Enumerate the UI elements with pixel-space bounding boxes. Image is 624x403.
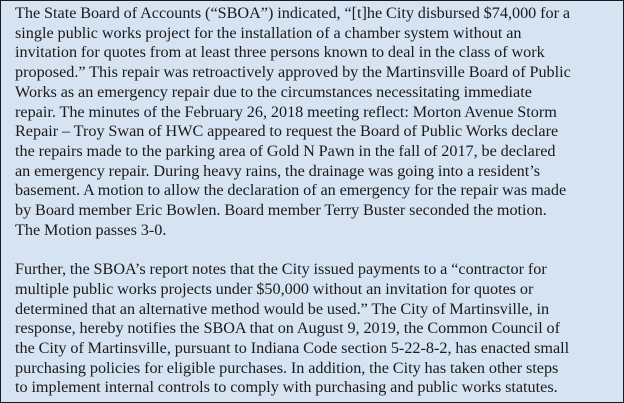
paragraph-city-response: Further, the SBOA’s report notes that the City issued payments to a “contractor for multiple public works projects under $50,000 without an invitation for quotes or determined that an alternative method would be used.” The City of Martinsville, in response, hereby notifies the SBOA that on August 9, 2019, the Common Council of the City of Martinsville, pursuant to Indiana Code section 5-22-8-2, has enacted small purchasing policies for eligible purchases. In addition, the City has taken other steps to implement internal controls to comply with purchasing and public works statutes. (15, 260, 570, 397)
paragraph-sboa-finding: The State Board of Accounts (“SBOA”) indicated, “[t]he City disbursed $74,000 for a single public works project for the installation of a chamber system without an invitation for quotes from at least three persons known to deal in the class of work proposed.” This repair was retroactively approved by the Martinsville Board of Public Works as an emergency repair due to the circumstances necessitating immediate repair. The minutes of the February 26, 2018 meeting reflect: Morton Avenue Storm Repair – Troy Swan of HWC appeared to request the Board of Public Works declare the repairs made to the parking area of Gold N Pawn in the fall of 2017, be declared an emergency repair. During heavy rains, the drainage was going into a resident’s basement. A motion to allow the declaration of an emergency for the repair was made by Board member Eric Bowlen. Board member Terry Buster seconded the motion. The Motion passes 3-0. (15, 4, 571, 239)
